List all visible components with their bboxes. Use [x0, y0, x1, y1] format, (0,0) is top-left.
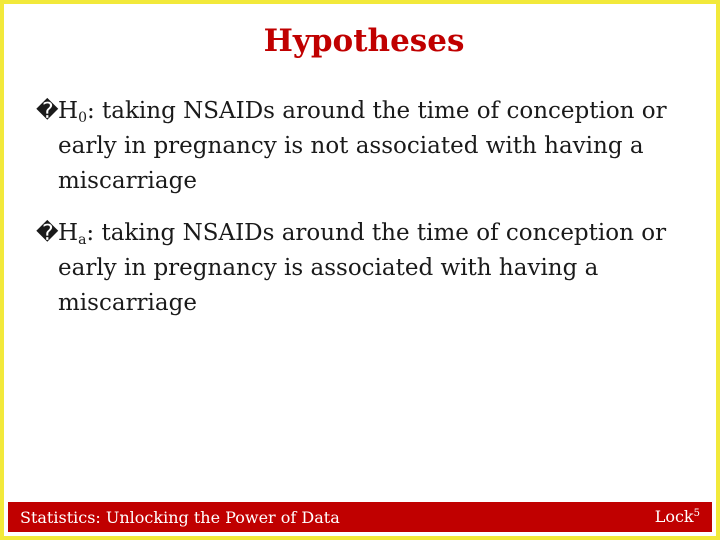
footer-author-name: Lock: [654, 507, 694, 526]
footer-bar: [8, 502, 712, 532]
hypothesis-symbol: H: [58, 220, 79, 246]
footer-book-title: Statistics: Unlocking the Power of Data: [20, 508, 340, 527]
hypothesis-subscript: a: [78, 232, 87, 248]
bullet-null-hypothesis: [36, 94, 706, 199]
footer-author-superscript: 5: [693, 508, 700, 519]
bullet-alternative-hypothesis: [36, 216, 706, 321]
bullet-marker-icon: �: [36, 99, 59, 124]
slide-title: Hypotheses: [263, 23, 465, 59]
bullet-list: [36, 94, 706, 338]
footer-author: [655, 507, 700, 526]
hypothesis-symbol: H: [58, 98, 79, 124]
hypothesis-text: : taking NSAIDs around the time of conception or early in pregnancy is not associated with having a miscarriage: [58, 98, 667, 194]
hypothesis-subscript: 0: [78, 110, 87, 126]
hypothesis-text: : taking NSAIDs around the time of conception or early in pregnancy is associated with having a miscarriage: [58, 220, 667, 316]
bullet-marker-icon: �: [36, 221, 59, 246]
